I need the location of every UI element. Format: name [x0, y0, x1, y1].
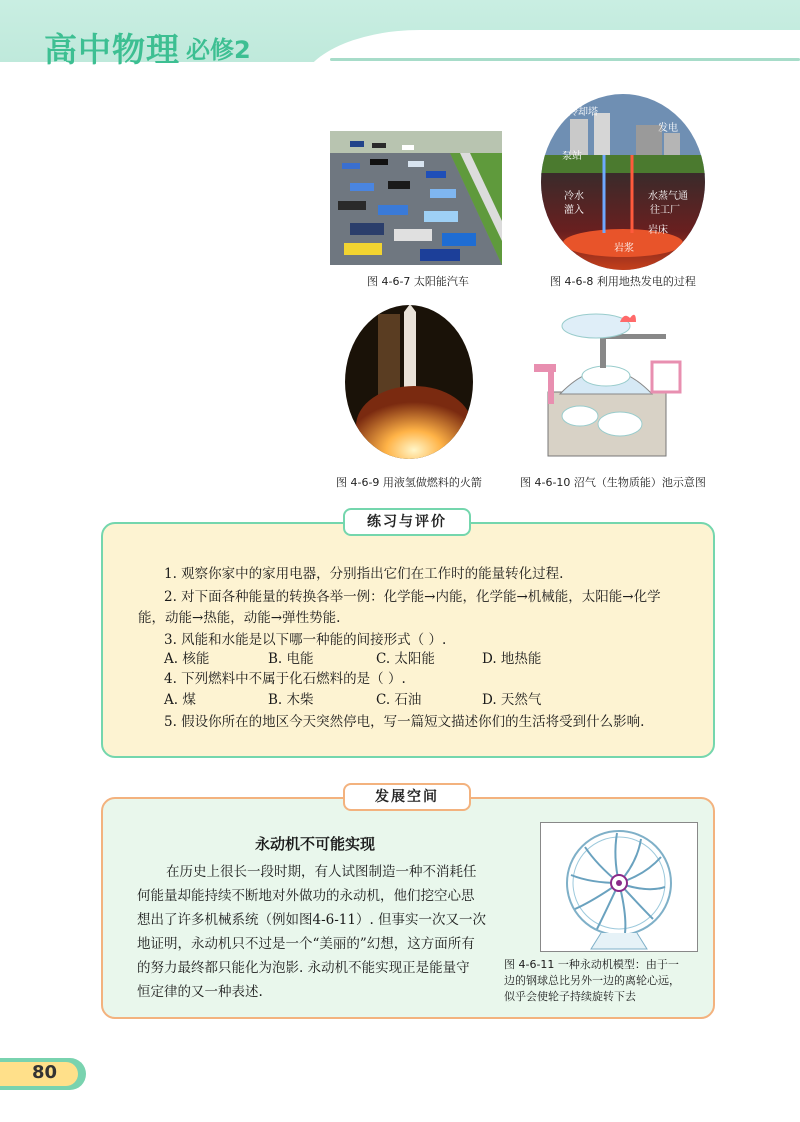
label-cooling-tower: 冷却塔	[568, 107, 598, 118]
label-generate: 发电	[658, 123, 678, 134]
book-subtitle: 必修2	[186, 36, 251, 64]
perpetual-wheel-figure	[540, 822, 698, 952]
label-bedrock: 岩床	[648, 225, 668, 236]
page-header	[0, 0, 800, 92]
dev-paragraph-line: 在历史上很长一段时期，有人试图制造一种不消耗任	[166, 864, 477, 880]
label-pump: 泵站	[562, 151, 582, 162]
dev-paragraph-line: 的努力最终都只能化为泡影. 永动机不能实现正是能量守	[137, 960, 470, 976]
dev-paragraph-line: 地证明，永动机只不过是一个“美丽的”幻想，这方面所有	[137, 936, 475, 952]
label-cold-water-2: 灌入	[564, 205, 584, 216]
book-title: 高中物理	[44, 30, 180, 69]
question-5: 5. 假设你所在的地区今天突然停电，写一篇短文描述你们的生活将受到什么影响.	[164, 714, 645, 730]
fig-4-6-9-caption: 图 4-6-9 用液氢做燃料的火箭	[336, 476, 482, 489]
geothermal-diagram	[540, 93, 706, 271]
label-steam-2: 往工厂	[650, 205, 680, 216]
q4-option-b: B. 木柴	[268, 692, 314, 708]
solar-car-photo	[330, 131, 502, 265]
development-tab: 发展空间	[343, 783, 471, 811]
label-steam-1: 水蒸气通	[648, 191, 688, 202]
fig-4-6-8-caption: 图 4-6-8 利用地热发电的过程	[550, 275, 696, 288]
exercise-tab: 练习与评价	[343, 508, 471, 536]
fig-4-6-11-caption-2: 边的钢球总比另外一边的离轮心远，	[504, 974, 680, 987]
label-cold-water-1: 冷水	[564, 191, 584, 202]
header-rule	[330, 58, 800, 61]
q4-option-c: C. 石油	[376, 692, 422, 708]
development-title: 永动机不可能实现	[255, 835, 376, 853]
q4-option-a: A. 煤	[164, 692, 196, 708]
biogas-diagram	[520, 306, 702, 460]
fig-4-6-11-caption-1: 图 4-6-11 一种永动机模型：由于一	[504, 958, 679, 971]
q3-option-d: D. 地热能	[482, 651, 542, 667]
rocket-photo	[344, 304, 474, 460]
q3-option-c: C. 太阳能	[376, 651, 435, 667]
fig-4-6-11-caption-3: 似乎会使轮子持续旋转下去	[504, 990, 636, 1003]
dev-paragraph-line: 想出了许多机械系统（例如图4-6-11）. 但事实一次又一次	[137, 912, 487, 928]
label-magma: 岩浆	[614, 243, 634, 254]
q4-option-d: D. 天然气	[482, 692, 542, 708]
fig-4-6-7-caption: 图 4-6-7 太阳能汽车	[367, 275, 469, 288]
dev-paragraph-line: 恒定律的又一种表述.	[137, 984, 263, 1000]
fig-4-6-10-caption: 图 4-6-10 沼气（生物质能）池示意图	[520, 476, 706, 489]
question-2-cont: 能，动能→热能，动能→弹性势能.	[138, 610, 341, 626]
question-4: 4. 下列燃料中不属于化石燃料的是（ ）.	[164, 671, 406, 687]
q3-option-b: B. 电能	[268, 651, 314, 667]
q3-option-a: A. 核能	[164, 651, 210, 667]
page-number: 80	[32, 1062, 58, 1083]
question-3: 3. 风能和水能是以下哪一种能的间接形式（ ）.	[164, 632, 447, 648]
question-2: 2. 对下面各种能量的转换各举一例：化学能→内能，化学能→机械能，太阳能→化学	[164, 589, 661, 605]
dev-paragraph-line: 何能量却能持续不断地对外做功的永动机，他们挖空心思	[137, 888, 475, 904]
question-1: 1. 观察你家中的家用电器，分别指出它们在工作时的能量转化过程.	[164, 566, 564, 582]
